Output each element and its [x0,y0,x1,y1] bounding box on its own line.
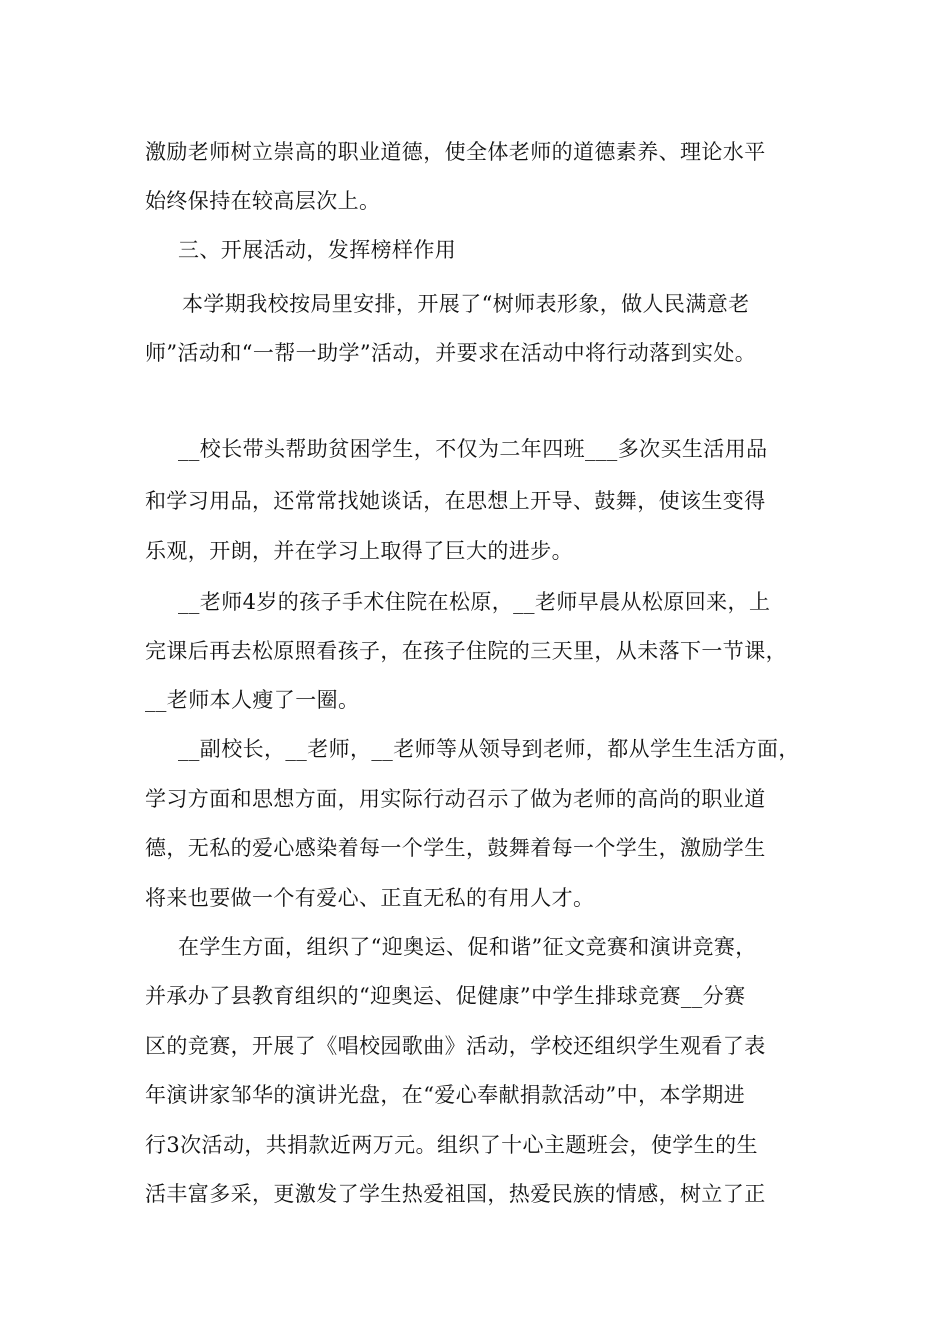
paragraph-line: 将来也要做一个有爱心、正直无私的有用人才。 [145,886,595,910]
paragraph-line: 并承办了县教育组织的“迎奥运、促健康”中学生排球竞赛__分赛 [145,984,746,1008]
paragraph-line: 活丰富多采，更激发了学生热爱祖国，热爱民族的情感，树立了正 [145,1182,766,1206]
paragraph-line: 和学习用品，还常常找她谈话，在思想上开导、鼓舞，使该生变得 [145,489,766,513]
section-heading: 三、开展活动，发挥榜样作用 [178,238,457,262]
paragraph-line: 区的竞赛，开展了《唱校园歌曲》活动，学校还组织学生观看了表 [145,1034,766,1058]
paragraph-line: 年演讲家邹华的演讲光盘，在“爱心奉献捐款活动”中，本学期进 [145,1083,746,1107]
paragraph-line: 本学期我校按局里安排，开展了“树师表形象，做人民满意老 [182,292,750,316]
paragraph-line: __老师本人瘦了一圈。 [145,688,360,712]
paragraph-line: __副校长，__老师，__老师等从领导到老师，都从学生生活方面， [178,737,800,761]
paragraph-line: __校长带头帮助贫困学生，不仅为二年四班___多次买生活用品 [178,437,768,461]
paragraph-line: 在学生方面，组织了“迎奥运、促和谐”征文竞赛和演讲竞赛， [178,935,757,959]
paragraph-line: 乐观，开朗，并在学习上取得了巨大的进步。 [145,539,573,563]
paragraph-line: 行3次活动，共捐款近两万元。组织了十心主题班会，使学生的生 [145,1133,758,1157]
paragraph-line: __老师4岁的孩子手术住院在松原，__老师早晨从松原回来，上 [178,590,771,614]
paragraph-line: 始终保持在较高层次上。 [145,189,381,213]
paragraph-line: 德，无私的爱心感染着每一个学生，鼓舞着每一个学生，激励学生 [145,836,766,860]
paragraph-line: 完课后再去松原照看孩子，在孩子住院的三天里，从未落下一节课， [145,639,787,663]
paragraph-line: 师”活动和“一帮一助学”活动，并要求在活动中将行动落到实处。 [145,341,757,365]
paragraph-line: 激励老师树立崇高的职业道德，使全体老师的道德素养、理论水平 [145,140,766,164]
paragraph-line: 学习方面和思想方面，用实际行动召示了做为老师的高尚的职业道 [145,787,766,811]
